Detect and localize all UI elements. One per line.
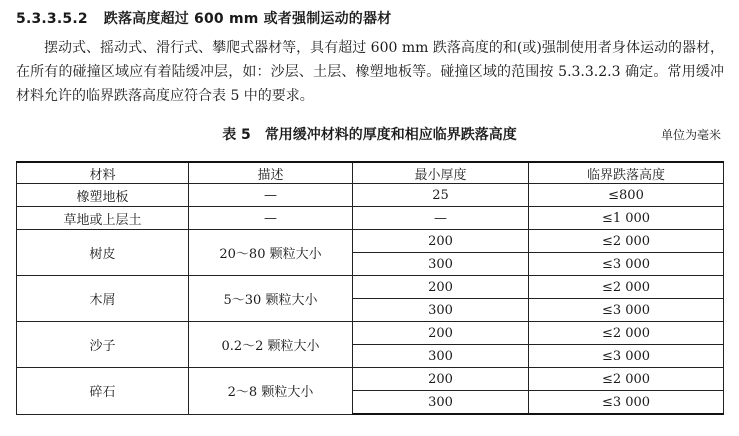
thickness-cell: 200 <box>353 322 529 345</box>
table-caption-number: 表 5 <box>222 127 251 143</box>
height-cell: ≤2 000 <box>529 276 724 299</box>
table-row <box>17 276 724 299</box>
height-cell: ≤2 000 <box>529 322 724 345</box>
thickness-cell: 200 <box>353 230 529 253</box>
table-caption-title: 常用缓冲材料的厚度和相应临界跌落高度 <box>264 127 517 143</box>
thickness-cell: 25 <box>353 184 529 207</box>
header-critical-fall-height: 临界跌落高度 <box>529 162 724 184</box>
thickness-cell: 200 <box>353 276 529 299</box>
table-row <box>17 230 724 253</box>
header-material: 材料 <box>17 162 189 184</box>
section-heading <box>16 8 391 28</box>
height-cell: ≤3 000 <box>529 299 724 322</box>
table-header-row <box>17 162 724 184</box>
description-cell: 0.2～2 颗粒大小 <box>189 322 353 368</box>
height-cell: ≤3 000 <box>529 391 724 415</box>
description-cell: — <box>189 207 353 230</box>
material-cell: 木屑 <box>17 276 189 322</box>
section-number: 5.3.3.5.2 <box>16 11 88 27</box>
table-row <box>17 184 724 207</box>
table-row <box>17 322 724 345</box>
description-cell: 20～80 颗粒大小 <box>189 230 353 276</box>
material-cell: 草地或上层土 <box>17 207 189 230</box>
thickness-cell: 300 <box>353 253 529 276</box>
description-cell: 5～30 颗粒大小 <box>189 276 353 322</box>
header-description: 描述 <box>189 162 353 184</box>
height-cell: ≤1 000 <box>529 207 724 230</box>
paragraph-text: 摆动式、摇动式、滑行式、攀爬式器材等，具有超过 600 mm 跌落高度的和(或)强制使用者身体运动的器材，在所有的碰撞区域应有着陆缓冲层，如：沙层、土层、橡塑地板等。碰撞区域的范围按 5.3.3.2.3 确定。常用缓冲材料允许的临界跌落高度应符合表 5 中的要求。 <box>16 40 724 104</box>
table-caption <box>0 124 739 144</box>
height-cell: ≤3 000 <box>529 345 724 368</box>
material-cell: 沙子 <box>17 322 189 368</box>
thickness-cell: 300 <box>353 391 529 415</box>
table-row <box>17 207 724 230</box>
material-cell: 橡塑地板 <box>17 184 189 207</box>
table-row <box>17 368 724 391</box>
body-paragraph <box>16 36 724 108</box>
height-cell: ≤800 <box>529 184 724 207</box>
section-title: 跌落高度超过 600 mm 或者强制运动的器材 <box>103 11 392 27</box>
header-min-thickness: 最小厚度 <box>353 162 529 184</box>
thickness-cell: 300 <box>353 345 529 368</box>
cushioning-materials-table <box>16 161 724 415</box>
material-cell: 碎石 <box>17 368 189 415</box>
thickness-cell: 300 <box>353 299 529 322</box>
table-unit-note: 单位为毫米 <box>660 128 721 142</box>
description-cell: — <box>189 184 353 207</box>
height-cell: ≤2 000 <box>529 230 724 253</box>
thickness-cell: 200 <box>353 368 529 391</box>
thickness-cell: — <box>353 207 529 230</box>
height-cell: ≤3 000 <box>529 253 724 276</box>
description-cell: 2～8 颗粒大小 <box>189 368 353 415</box>
height-cell: ≤2 000 <box>529 368 724 391</box>
material-cell: 树皮 <box>17 230 189 276</box>
